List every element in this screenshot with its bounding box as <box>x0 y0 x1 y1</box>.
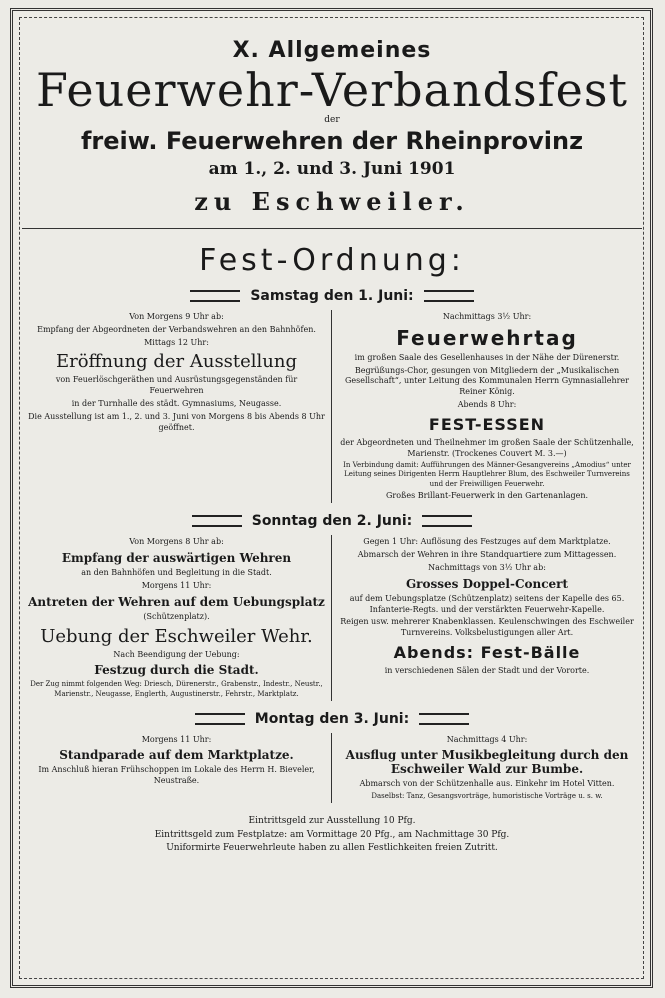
schedule-entry: FEST-ESSEN <box>428 414 546 434</box>
schedule-entry: Im Anschluß hieran Frühschoppen im Lokale des Herrn H. Bieveler, Neustraße. <box>38 765 315 786</box>
schedule-entry: Abmarsch der Wehren in ihre Standquartiere zum Mittagessen. <box>357 550 617 560</box>
schedule-entry: in der Turnhalle des städt. Gymnasiums, Neugasse. <box>71 398 282 408</box>
title-line-3: freiw. Feuerwehren der Rheinprovinz <box>80 127 584 155</box>
schedule-entry: Nachmittags von 3½ Uhr ab: <box>428 563 546 573</box>
footer-line: Eintrittsgeld zur Ausstellung 10 Pfg. <box>248 816 416 827</box>
schedule-entry: Die Ausstellung ist am 1., 2. und 3. Juni von Morgens 8 bis Abends 8 Uhr geöffnet. <box>28 411 325 432</box>
schedule-entry: auf dem Uebungsplatze (Schützenplatz) seitens der Kapelle des 65. Infanterie-Regts. und der verstärkten Feuerwehr-Kapelle. <box>349 593 625 614</box>
right-column <box>332 733 642 804</box>
schedule-entry: Antreten der Wehren auf dem Uebungsplatz <box>28 594 325 609</box>
schedule-entry: der Abgeordneten und Theilnehmer im großen Saale der Schützenhalle, Marienstr. (Trockenes Couvert M. 3.—) <box>340 437 634 458</box>
schedule-entry: Uebung der Eschweiler Wehr. <box>40 625 313 647</box>
schedule-entry: Grosses Doppel-Concert <box>405 576 569 591</box>
day-columns <box>22 310 642 503</box>
footer <box>22 815 642 856</box>
left-column <box>22 535 332 700</box>
right-column <box>332 535 642 700</box>
day-heading <box>22 513 642 529</box>
day-heading-text: Samstag den 1. Juni: <box>250 288 414 304</box>
right-column <box>332 310 642 503</box>
schedule-entry: In Verbindung damit: Aufführungen des Männer-Gesangvereins „Amodius“ unter Leitung seines Dirigenten Herrn Hauptlehrer Blum, des Eschweiler Turnvereins und der Freiwilligen Feuerwehr. <box>343 461 631 488</box>
ornament-bars <box>190 290 240 302</box>
poster-content <box>22 26 642 856</box>
schedule-entry: Von Morgens 8 Uhr ab: <box>129 537 224 547</box>
footer-line: Uniformirte Feuerwehrleute haben zu allen Festlichkeiten freien Zutritt. <box>166 843 498 854</box>
schedule-entry: Empfang der Abgeordneten der Verbandswehren an den Bahnhöfen. <box>37 324 316 334</box>
schedule-entry: Empfang der auswärtigen Wehren <box>61 551 292 566</box>
ornament-bars <box>419 713 469 725</box>
day-heading <box>22 711 642 727</box>
day-columns <box>22 535 642 700</box>
schedule-entry: Abends 8 Uhr: <box>457 399 517 409</box>
schedule-entry: Festzug durch die Stadt. <box>94 663 259 678</box>
date-line: am 1., 2. und 3. Juni 1901 <box>208 159 456 179</box>
schedule-entry: Abmarsch von der Schützenhalle aus. Einkehr im Hotel Vitten. <box>359 779 615 789</box>
day-heading-text: Montag den 3. Juni: <box>254 710 410 727</box>
ornament-bars <box>192 515 242 527</box>
schedule-entry: Ausflug unter Musikbegleitung durch den Eschweiler Wald zur Bumbe. <box>345 748 629 777</box>
schedule-entry: Morgens 11 Uhr: <box>141 581 212 591</box>
schedule-entry: Daselbst: Tanz, Gesangsvorträge, humoristische Vorträge u. s. w. <box>371 792 603 801</box>
schedule-entry: Von Morgens 9 Uhr ab: <box>129 312 224 321</box>
schedule-entry: in verschiedenen Sälen der Stadt und der Vororte. <box>384 666 590 676</box>
day-columns <box>22 733 642 804</box>
schedule-entry: Nachmittags 4 Uhr: <box>446 734 528 744</box>
schedule-entry: Der Zug nimmt folgenden Weg: Driesch, Dürenerstr., Grabenstr., Indestr., Neustr., Marienstr., Neugasse, Englerth, Augustinerstr., Fehrstr., Marktplatz. <box>30 680 323 698</box>
schedule-entry: Reigen usw. mehrerer Knabenklassen. Keulenschwingen des Eschweiler Turnvereins. Volksbelustigungen aller Art. <box>340 617 634 638</box>
schedule-entry: Eröffnung der Ausstellung <box>55 351 298 373</box>
fest-ordnung-heading: Fest-Ordnung: <box>199 243 465 278</box>
ornament-bars <box>424 290 474 302</box>
left-column <box>22 310 332 503</box>
schedule-entry: Großes Brillant-Feuerwerk in den Gartenanlagen. <box>385 490 589 500</box>
schedule-entry: im großen Saale des Gesellenhauses in der Nähe der Dürenerstr. <box>354 352 620 362</box>
schedule-entry: Morgens 11 Uhr: <box>141 734 212 744</box>
title-article: der <box>324 115 340 125</box>
schedule-entry: Mittags 12 Uhr: <box>144 337 209 347</box>
schedule-entry: von Feuerlöschgeräthen und Ausrüstungsgegenständen für Feuerwehren <box>55 375 298 396</box>
footer-line: Eintrittsgeld zum Festplatze: am Vormittage 20 Pfg., am Nachmittage 30 Pfg. <box>154 829 510 840</box>
title-main: Feuerwehr-Verbandsfest <box>36 63 628 117</box>
schedule-entry: Nachmittags 3½ Uhr: <box>442 312 532 321</box>
title-line-1: X. Allgemeines <box>232 38 432 63</box>
divider <box>22 228 642 229</box>
schedule <box>22 288 642 803</box>
schedule-entry: Standparade auf dem Marktplatze. <box>59 748 294 763</box>
schedule-entry: Abends: Fest-Bälle <box>393 643 581 663</box>
schedule-entry: Nach Beendigung der Uebung: <box>113 649 240 659</box>
schedule-entry: Begrüßungs-Chor, gesungen von Mitgliedern der „Musikalischen Gesellschaft“, unter Leitung des Kommunalen Herrn Gymnasiallehrer Reiner König. <box>345 365 629 397</box>
day-heading <box>22 288 642 304</box>
schedule-entry: Feuerwehrtag <box>396 325 578 350</box>
schedule-entry: an den Bahnhöfen und Begleitung in die Stadt. <box>81 568 272 578</box>
schedule-entry: (Schützenplatz). <box>143 611 210 621</box>
location-line: zu Eschweiler. <box>194 187 470 216</box>
ornament-bars <box>422 515 472 527</box>
ornament-bars <box>195 713 245 725</box>
left-column <box>22 733 332 804</box>
day-heading-text: Sonntag den 2. Juni: <box>251 513 413 530</box>
schedule-entry: Gegen 1 Uhr: Auflösung des Festzuges auf dem Marktplatze. <box>363 537 611 547</box>
